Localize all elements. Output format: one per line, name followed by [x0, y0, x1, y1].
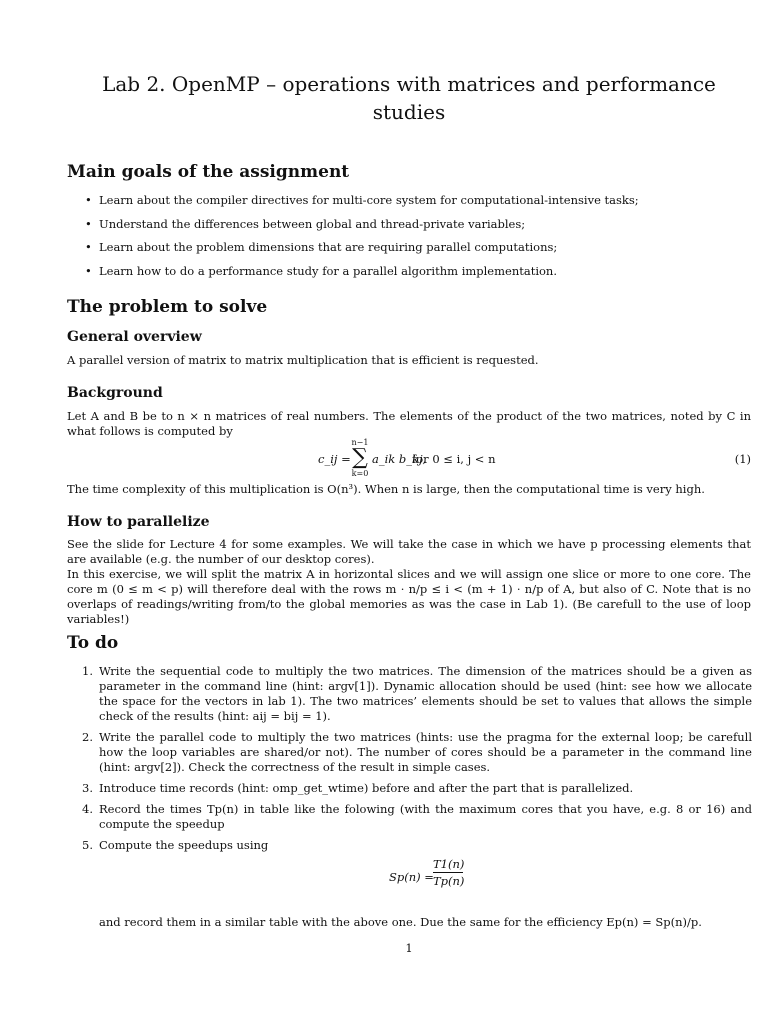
page-number: 1	[405, 941, 413, 955]
document-title: Lab 2. OpenMP – operations with matrices and performance studies	[102, 72, 716, 124]
list-item: • Understand the differences between global and thread-private variables;	[85, 216, 526, 231]
equation-number: (1)	[734, 452, 751, 466]
speedup-fraction	[433, 857, 463, 889]
bullet-icon: •	[85, 263, 92, 278]
equation-rhs: a_ik b_kj,	[372, 452, 427, 466]
goals-list	[85, 193, 745, 287]
list-item: 2. Write the parallel code to multiply the two matrices (hints: use the pragma for the external loop; be carefull how the loop variables are shared/or not). The number of cores should be a parameter in the command line (hint: argv[2]). Check the correctness of the result in simple cases.	[82, 730, 752, 774]
parallelize-heading: How to parallelize	[67, 514, 210, 530]
todo-list	[82, 664, 752, 859]
equation-condition: for 0 ≤ i, j < n	[412, 452, 496, 466]
overview-text: A parallel version of matrix to matrix multiplication that is efficient is requested.	[67, 353, 539, 367]
speedup-lhs: Sp(n) =	[389, 870, 434, 884]
document-page	[67, 0, 751, 1024]
list-item: • Learn about the compiler directives for multi-core system for computational-intensive tasks;	[85, 193, 639, 207]
list-item: 1. Write the sequential code to multiply the two matrices. The dimension of the matrices should be a given as parameter in the command line (hint: argv[1]). Dynamic allocation should be used (hint: see how we allocate the space for the vectors in lab 1). The two matrices’ elements should be set to values that allows the simple check of the results (hint: aij = bij = 1).	[82, 664, 752, 723]
parallelize-text-1: See the slide for Lecture 4 for some examples. We will take the case in which we have p processing elements that are available (e.g. the number of our desktop cores).	[67, 537, 751, 566]
speedup-denominator: Tp(n)	[433, 874, 465, 888]
problem-heading: The problem to solve	[67, 297, 268, 317]
list-item: • Learn how to do a performance study for a parallel algorithm implementation.	[85, 263, 557, 278]
list-item: 5. Compute the speedups using	[82, 838, 269, 852]
equation-1	[67, 438, 751, 478]
speedup-numerator: T1(n)	[433, 857, 465, 871]
overview-heading: General overview	[67, 329, 202, 345]
list-item: • Learn about the problem dimensions that are requiring parallel computations;	[85, 240, 558, 254]
summation-sign: n−1 ∑ k=0	[351, 438, 369, 478]
record-text: and record them in a similar table with the above one. Due the same for the efficiency Ep(n) = Sp(n)/p.	[99, 914, 702, 929]
background-text-1: Let A and B be to n × n matrices of real numbers. The elements of the product of the two matrices, noted by C in what follows is computed by	[67, 409, 751, 438]
list-item: 4. Record the times Tp(n) in table like the folowing (with the maximum cores that you have, e.g. 8 or 16) and compute the speedup	[82, 802, 752, 831]
list-item: 3. Introduce time records (hint: omp_get_wtime) before and after the part that is parallelized.	[82, 781, 634, 795]
parallelize-text-2: In this exercise, we will split the matrix A in horizontal slices and we will assign one slice or more to one core. The core m (0 ≤ m < p) will therefore deal with the rows m · n/p ≤ i < (m + 1) · n/p of A, but also of C. Note that is no overlaps of readings/writing from/to the global memories as was the case in Lab 1). (Be carefull to the use of loop variables!)	[67, 567, 751, 626]
bullet-icon: •	[85, 240, 92, 254]
background-text-2: The time complexity of this multiplication is O(n³). When n is large, then the computational time is very high.	[67, 482, 705, 496]
background-heading: Background	[67, 385, 163, 401]
bullet-icon: •	[85, 216, 92, 231]
goals-heading: Main goals of the assignment	[67, 162, 350, 182]
bullet-icon: •	[85, 193, 92, 207]
todo-heading: To do	[67, 633, 119, 653]
equation-lhs: c_ij =	[318, 452, 351, 466]
